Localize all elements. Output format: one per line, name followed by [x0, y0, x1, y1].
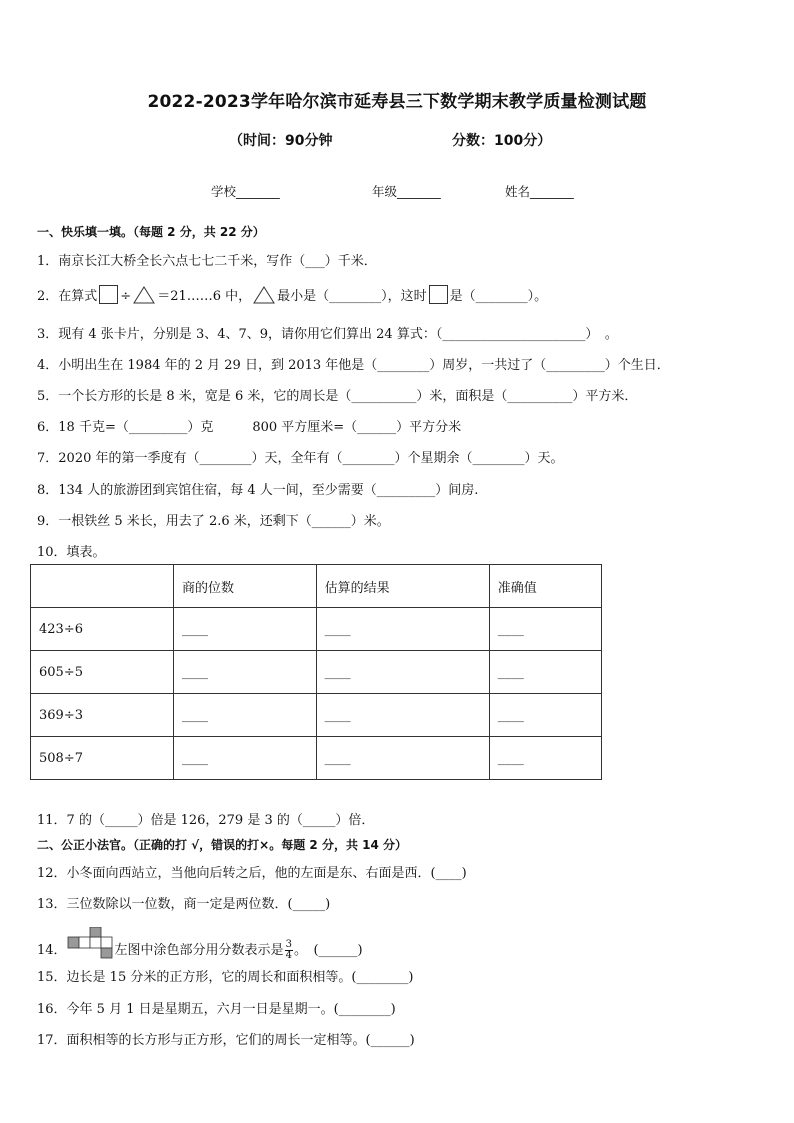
question-16: 16．今年 5 月 1 日是星期五，六月一日是星期一。(________) — [37, 1002, 396, 1017]
question-15: 15．边长是 15 分米的正方形，它的周长和面积相等。(________) — [37, 970, 414, 985]
question-14-number: 14． — [37, 943, 67, 958]
section-1-heading: 一、快乐填一填。（每题 2 分，共 22 分） — [37, 225, 265, 239]
question-2-divide: ÷ — [120, 289, 132, 304]
table-cell: ____ — [489, 608, 601, 651]
square-blank-icon — [99, 285, 118, 304]
table-cell: 369÷3 — [31, 694, 174, 737]
question-13: 13．三位数除以一位数，商一定是两位数．(_____) — [37, 897, 331, 912]
question-11: 11．7 的（_____）倍是 126，279 是 3 的（_____）倍． — [37, 813, 375, 828]
section-2-heading: 二、公正小法官。（正确的打 √，错误的打×。每题 2 分，共 14 分） — [37, 838, 407, 852]
table-cell: ____ — [174, 694, 317, 737]
table-header-row — [31, 565, 602, 608]
fraction-three-quarters — [285, 940, 293, 961]
table-cell: ____ — [316, 651, 489, 694]
table-header-cell — [31, 565, 174, 608]
table-row — [31, 694, 602, 737]
question-10: 10．填表。 — [37, 545, 106, 560]
page-title: 2022-2023学年哈尔滨市延寿县三下数学期末教学质量检测试题 — [147, 92, 647, 112]
question-2-part-a: 2．在算式 — [37, 289, 98, 304]
school-field: 学校_______ — [211, 184, 280, 199]
question-2-part-c: ＝21……6 中， — [157, 289, 252, 304]
table-cell: 423÷6 — [31, 608, 174, 651]
question-14-answer: 。 (______) — [293, 943, 363, 958]
question-9: 9．一根铁丝 5 米长，用去了 2.6 米，还剩下（______）米。 — [37, 514, 390, 529]
table-header-cell: 商的位数 — [174, 565, 317, 608]
triangle-blank-icon — [133, 286, 155, 304]
table-cell: 605÷5 — [31, 651, 174, 694]
question-7: 7．2020 年的第一季度有（________）天，全年有（________）个星期余（________）天。 — [37, 451, 564, 466]
exam-time: （时间：90分钟 — [229, 133, 333, 149]
table-cell: ____ — [489, 737, 601, 780]
table-cell: ____ — [316, 694, 489, 737]
table-cell: ____ — [174, 608, 317, 651]
table-cell: ____ — [316, 737, 489, 780]
table-row — [31, 737, 602, 780]
question-14-text: 左图中涂色部分用分数表示是 — [114, 943, 284, 958]
question-3: 3．现有 4 张卡片，分别是 3、4、7、9，请你用它们算出 24 算式：（______________________） 。 — [37, 327, 618, 342]
name-field: 姓名_______ — [505, 184, 574, 199]
fraction-denominator: 4 — [285, 950, 292, 961]
table-header-cell: 准确值 — [489, 565, 601, 608]
triangle-icon — [253, 286, 275, 304]
table-header-cell: 估算的结果 — [316, 565, 489, 608]
question-17: 17．面积相等的长方形与正方形，它们的周长一定相等。(______) — [37, 1033, 415, 1048]
question-2-part-d: 最小是（________），这时 — [277, 289, 427, 304]
table-cell: ____ — [174, 651, 317, 694]
question-12: 12．小冬面向西站立，当他向后转之后，他的左面是东、右面是西．(____) — [37, 866, 467, 881]
question-5: 5．一个长方形的长是 8 米，宽是 6 米，它的周长是（__________）米，面积是（__________）平方米． — [37, 389, 638, 404]
question-4: 4．小明出生在 1984 年的 2 月 29 日，到 2013 年他是（________）周岁，一共过了（_________）个生日． — [37, 358, 670, 373]
question-2 — [37, 285, 547, 304]
question-1: 1．南京长江大桥全长六点七七二千米，写作（___）千米． — [37, 254, 377, 269]
shaded-grid-figure-icon — [67, 927, 113, 959]
exam-score: 分数：100分） — [452, 133, 552, 149]
question-6: 6．18 千克=（_________）克 800 平方厘米=（______）平方分米 — [37, 420, 462, 435]
table-cell: ____ — [489, 694, 601, 737]
question-8: 8．134 人的旅游团到宾馆住宿，每 4 人一间，至少需要（_________）间房. — [37, 483, 479, 498]
table-cell: ____ — [316, 608, 489, 651]
table-cell: 508÷7 — [31, 737, 174, 780]
fraction-numerator: 3 — [285, 939, 292, 950]
table-cell: ____ — [489, 651, 601, 694]
question-2-part-e: 是（________）。 — [449, 289, 548, 304]
fill-in-table — [30, 564, 602, 780]
table-row — [31, 651, 602, 694]
square-icon — [429, 285, 448, 304]
grade-field: 年级_______ — [372, 184, 441, 199]
table-cell: ____ — [174, 737, 317, 780]
question-14 — [37, 927, 363, 961]
table-row — [31, 608, 602, 651]
